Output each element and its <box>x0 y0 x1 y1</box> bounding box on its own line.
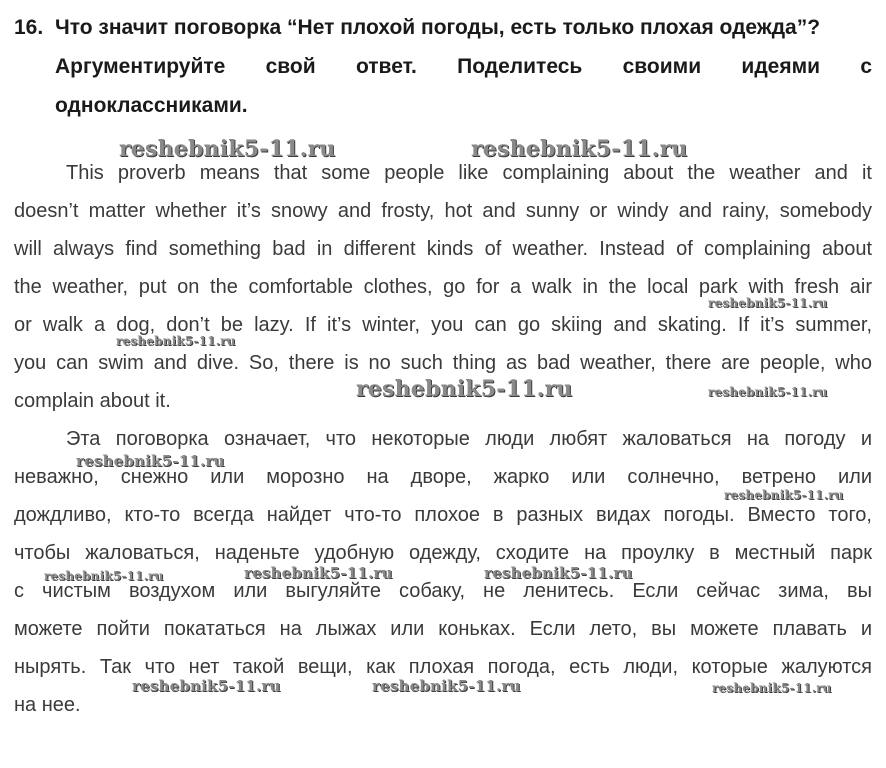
watermark: reshebnik5-11.ru <box>724 488 844 502</box>
question-word: Поделитесь <box>457 55 583 78</box>
paragraph-line: неважно, снежно или морозно на дворе, жарко или солнечно, ветрено или <box>14 466 872 488</box>
watermark: reshebnik5-11.ru <box>132 677 281 695</box>
paragraph-line: можете пойти покататься на лыжах или коньках. Если лето, вы можете плавать и <box>14 618 872 640</box>
paragraph-line: дождливо, кто-то всегда найдет что-то плохое в разных видах погоды. Вместо того, <box>14 504 872 526</box>
paragraph-line: с чистым воздухом или выгуляйте собаку, не ленитесь. Если сейчас зима, вы <box>14 580 872 602</box>
paragraph-line: нырять. Так что нет такой вещи, как плохая погода, есть люди, которые жалуются <box>14 656 872 678</box>
question-word: с <box>860 55 872 78</box>
question-word: идеями <box>741 55 821 78</box>
question-word: своими <box>622 55 702 78</box>
question-text-line-1: Что значит поговорка “Нет плохой погоды, есть только плохая одежда”? <box>55 16 821 39</box>
watermark: reshebnik5-11.ru <box>372 677 521 695</box>
paragraph-line: на нее. <box>14 694 81 716</box>
question-line-2 <box>14 47 872 86</box>
watermark: reshebnik5-11.ru <box>44 569 164 583</box>
watermark: reshebnik5-11.ru <box>244 564 393 582</box>
paragraph-line: the weather, put on the comfortable clothes, go for a walk in the local park with fresh air <box>14 276 872 298</box>
question-word: свой <box>265 55 316 78</box>
watermark: reshebnik5-11.ru <box>708 385 828 399</box>
paragraph-line: This proverb means that some people like complaining about the weather and it <box>66 162 872 184</box>
paragraph-line: Эта поговорка означает, что некоторые люди любят жаловаться на погоду и <box>66 428 872 450</box>
paragraph-line: will always find something bad in different kinds of weather. Instead of complaining about <box>14 238 872 260</box>
watermark: reshebnik5-11.ru <box>76 452 225 470</box>
question-word: Аргументируйте <box>55 55 226 78</box>
watermark: reshebnik5-11.ru <box>119 136 336 162</box>
question-line-1 <box>14 8 872 47</box>
paragraph-line: you can swim and dive. So, there is no such thing as bad weather, there are people, who <box>14 352 872 374</box>
paragraph-line: or walk a dog, don’t be lazy. If it’s winter, you can go skiing and skating. If it’s summer, <box>14 314 872 336</box>
question-line-3: одноклассниками. <box>55 94 248 117</box>
watermark: reshebnik5-11.ru <box>356 376 573 402</box>
question-number: 16. <box>14 16 44 39</box>
watermark: reshebnik5-11.ru <box>484 564 633 582</box>
question-word: ответ. <box>355 55 417 78</box>
watermark: reshebnik5-11.ru <box>116 334 236 348</box>
watermark: reshebnik5-11.ru <box>712 681 832 695</box>
watermark: reshebnik5-11.ru <box>708 296 828 310</box>
question-block <box>14 8 872 125</box>
watermark: reshebnik5-11.ru <box>471 136 688 162</box>
paragraph-line: doesn’t matter whether it’s snowy and frosty, hot and sunny or windy and rainy, somebody <box>14 200 872 222</box>
paragraph-line: чтобы жаловаться, наденьте удобную одежду, сходите на проулку в местный парк <box>14 542 872 564</box>
paragraph-line: complain about it. <box>14 390 171 412</box>
